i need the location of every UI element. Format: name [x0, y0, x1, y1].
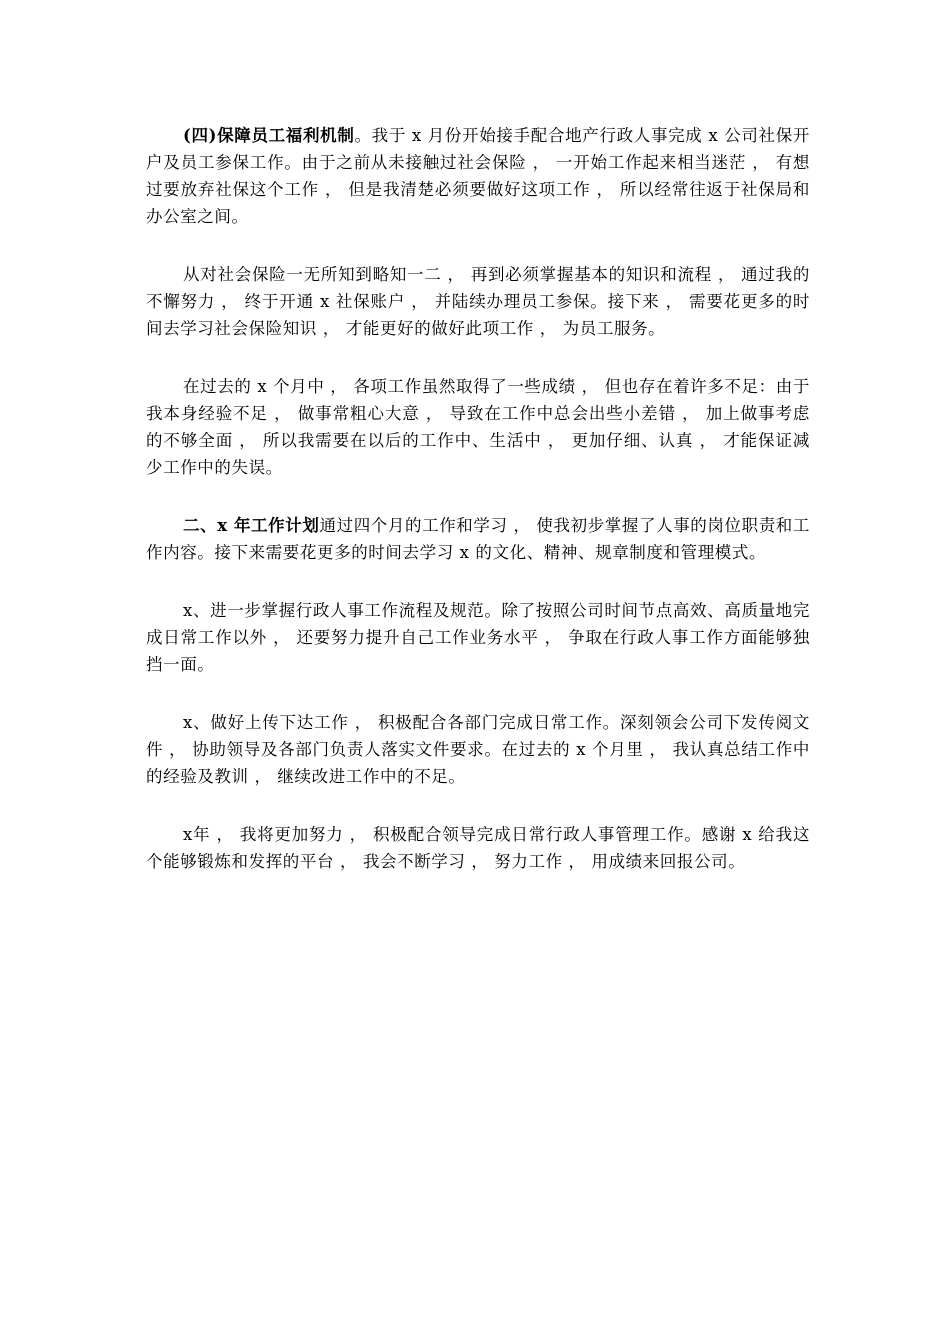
paragraph-text: x、进一步掌握行政人事工作流程及规范。除了按照公司时间节点高效、高质量地完成日常工作以外 ， 还要努力提升自己工作业务水平 ， 争取在行政人事工作方面能够独挡一面。: [146, 601, 810, 674]
paragraph-shortcomings: [146, 373, 810, 481]
paragraph-text: 通过四个月的工作和学习 ， 使我初步掌握了人事的岗位职责和工作内容。接下来需要花更多的时间去学习 x 的文化、精神、规章制度和管理模式。: [146, 516, 811, 562]
paragraph-welfare: [146, 122, 810, 230]
section-heading-work-plan: 二、x 年工作计划: [183, 516, 320, 535]
paragraph-closing: [146, 821, 810, 875]
paragraph-text: 从对社会保险一无所知到略知一二 ， 再到必须掌握基本的知识和流程 ， 通过我的不懈努力 ， 终于开通 x 社保账户 ， 并陆续办理员工参保。接下来 ， 需要花更多的时间去学习社会保险知识 ， 才能更好的做好此项工作 ， 为员工服务。: [146, 265, 810, 338]
document-body: [146, 122, 810, 906]
paragraph-plan-item-1: [146, 597, 810, 678]
paragraph-text: x年 ， 我将更加努力 ， 积极配合领导完成日常行政人事管理工作。感谢 x 给我这个能够锻炼和发挥的平台 ， 我会不断学习 ， 努力工作 ， 用成绩来回报公司。: [146, 825, 810, 871]
paragraph-text: 在过去的 x 个月中 ， 各项工作虽然取得了一些成绩 ， 但也存在着许多不足：由于我本身经验不足 ， 做事常粗心大意 ， 导致在工作中总会出些小差错 ， 加上做事考虑的不够全面 ， 所以我需要在以后的工作中、生活中 ， 更加仔细、认真 ， 才能保证减少工作中的失误。: [146, 377, 810, 477]
paragraph-social-insurance: [146, 261, 810, 342]
section-heading-welfare: (四)保障员工福利机制: [183, 126, 355, 145]
paragraph-text: 。我于 x 月份开始接手配合地产行政人事完成 x 公司社保开户及员工参保工作。由于之前从未接触过社会保险 ， 一开始工作起来相当迷茫 ， 有想过要放弃社保这个工作 ， 但是我清楚必须要做好这项工作 ， 所以经常往返于社保局和办公室之间。: [146, 126, 810, 226]
paragraph-text: x、做好上传下达工作 ， 积极配合各部门完成日常工作。深刻领会公司下发传阅文件 ， 协助领导及各部门负责人落实文件要求。在过去的 x 个月里 ， 我认真总结工作中的经验及教训 ， 继续改进工作中的不足。: [146, 713, 810, 786]
paragraph-plan-item-2: [146, 709, 810, 790]
paragraph-work-plan: [146, 512, 810, 566]
